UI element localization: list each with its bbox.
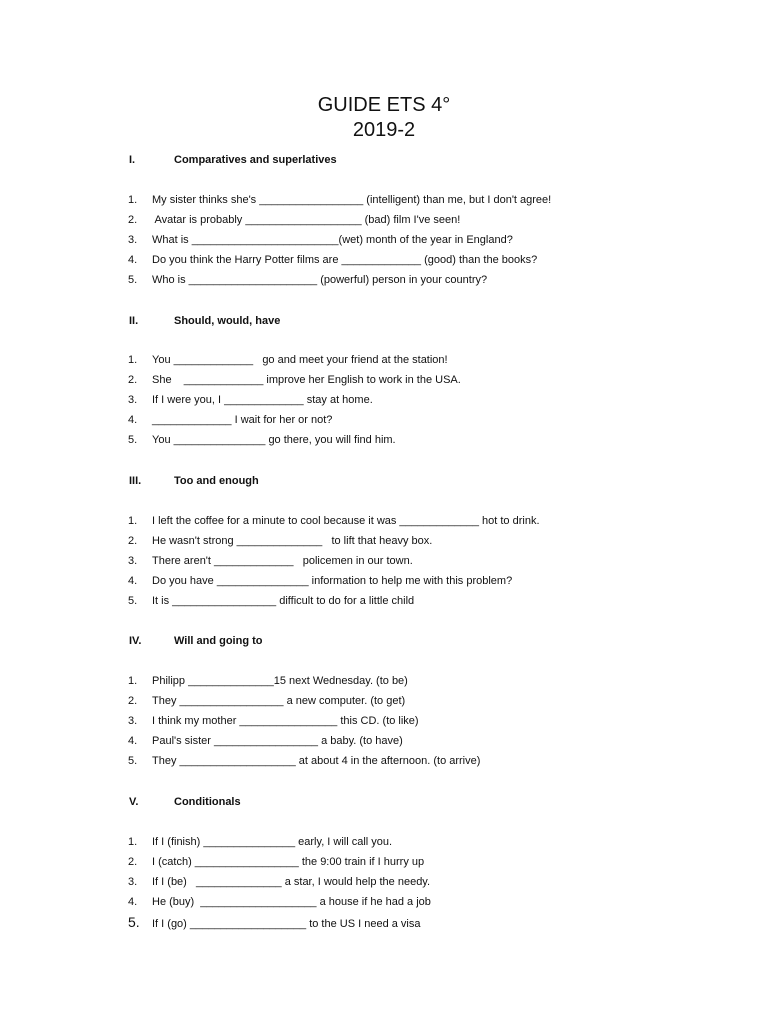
list-item (128, 835, 392, 849)
section-numeral: III. (129, 475, 142, 487)
list-item (128, 574, 512, 588)
list-item (128, 694, 405, 708)
list-item (128, 754, 480, 768)
item-number: 5. (128, 274, 138, 286)
list-item (128, 875, 430, 889)
item-number: 2. (128, 856, 138, 868)
list-item (128, 714, 419, 728)
list-item (128, 594, 414, 608)
list-item (128, 433, 396, 447)
item-text: You _____________ go and meet your friend at the station! (152, 354, 448, 366)
item-number: 3. (128, 555, 138, 567)
section-title: Too and enough (174, 475, 259, 487)
item-text: If I (finish) _______________ early, I will call you. (152, 836, 393, 848)
item-text: She _____________ improve her English to work in the USA. (152, 374, 461, 386)
item-number: 3. (128, 876, 138, 888)
item-number: 1. (128, 194, 138, 206)
section-title: Conditionals (174, 796, 241, 808)
list-item (128, 253, 537, 267)
section-title: Should, would, have (174, 315, 281, 327)
section-numeral: IV. (129, 635, 142, 647)
item-number: 3. (128, 234, 138, 246)
item-text: My sister thinks she's _________________ (intelligent) than me, but I don't agree! (152, 194, 552, 206)
item-text: He wasn't strong ______________ to lift that heavy box. (152, 535, 433, 547)
section-heading-comparatives (129, 153, 337, 167)
list-item (128, 353, 448, 367)
item-number: 4. (128, 575, 138, 587)
item-text: _____________ I wait for her or not? (152, 414, 333, 426)
item-number: 3. (128, 715, 138, 727)
item-text: Do you have _______________ information to help me with this problem? (152, 575, 513, 587)
item-number: 4. (128, 414, 138, 426)
item-text: I think my mother ________________ this CD. (to like) (152, 715, 419, 727)
item-text: Do you think the Harry Potter films are _____________ (good) than the books? (152, 254, 538, 266)
item-number: 4. (128, 735, 138, 747)
section-heading-conditionals (129, 795, 241, 809)
list-item (128, 514, 540, 528)
item-text: There aren't _____________ policemen in our town. (152, 555, 413, 567)
item-text: He (buy) ___________________ a house if he had a job (152, 896, 431, 908)
item-number: 1. (128, 836, 138, 848)
list-item (128, 393, 373, 407)
item-number: 2. (128, 374, 138, 386)
item-text: Paul's sister _________________ a baby. (to have) (152, 735, 403, 747)
list-item (128, 273, 487, 287)
item-number: 5. (128, 595, 138, 607)
item-text: If I (go) ___________________ to the US I need a visa (152, 918, 421, 930)
item-text: I left the coffee for a minute to cool because it was _____________ hot to drink. (152, 515, 540, 527)
section-heading-will-and-going-to (129, 634, 263, 648)
list-item (128, 413, 332, 427)
section-numeral: I. (129, 154, 136, 166)
section-numeral: II. (129, 315, 139, 327)
list-item (128, 534, 432, 548)
list-item (128, 674, 408, 688)
item-number: 2. (128, 214, 138, 226)
list-item (128, 855, 424, 869)
list-item (128, 915, 420, 931)
item-text: You _______________ go there, you will find him. (152, 434, 396, 446)
section-heading-too-and-enough (129, 474, 259, 488)
item-text: I (catch) _________________ the 9:00 train if I hurry up (152, 856, 425, 868)
item-text: If I (be) ______________ a star, I would help the needy. (152, 876, 431, 888)
item-number: 5. (128, 755, 138, 767)
document-subtitle: 2019-2 (352, 119, 416, 141)
section-title: Comparatives and superlatives (174, 154, 337, 166)
item-text: They _________________ a new computer. (to get) (152, 695, 406, 707)
item-number: 2. (128, 695, 138, 707)
item-text: What is ________________________(wet) month of the year in England? (152, 234, 513, 246)
section-numeral: V. (129, 796, 139, 808)
item-text: Who is _____________________ (powerful) person in your country? (152, 274, 488, 286)
list-item (128, 193, 551, 207)
section-title: Will and going to (174, 635, 263, 647)
item-text: It is _________________ difficult to do for a little child (152, 595, 415, 607)
item-text: If I were you, I _____________ stay at home. (152, 394, 373, 406)
section-heading-should-would-have (129, 314, 280, 328)
item-number: 1. (128, 354, 138, 366)
item-number: 4. (128, 254, 138, 266)
list-item (128, 554, 413, 568)
list-item (128, 373, 461, 387)
item-text: Avatar is probably ___________________ (bad) film I've seen! (152, 214, 461, 226)
item-number: 4. (128, 896, 138, 908)
item-number: 1. (128, 515, 138, 527)
item-text: They ___________________ at about 4 in the afternoon. (to arrive) (152, 755, 481, 767)
list-item (128, 895, 431, 909)
list-item (128, 213, 460, 227)
item-number: 5. (128, 914, 140, 930)
item-number: 3. (128, 394, 138, 406)
item-number: 1. (128, 675, 138, 687)
list-item (128, 734, 403, 748)
item-number: 5. (128, 434, 138, 446)
item-number: 2. (128, 535, 138, 547)
document-title: GUIDE ETS 4° (317, 94, 451, 116)
list-item (128, 233, 513, 247)
item-text: Philipp ______________15 next Wednesday. (to be) (152, 675, 408, 687)
